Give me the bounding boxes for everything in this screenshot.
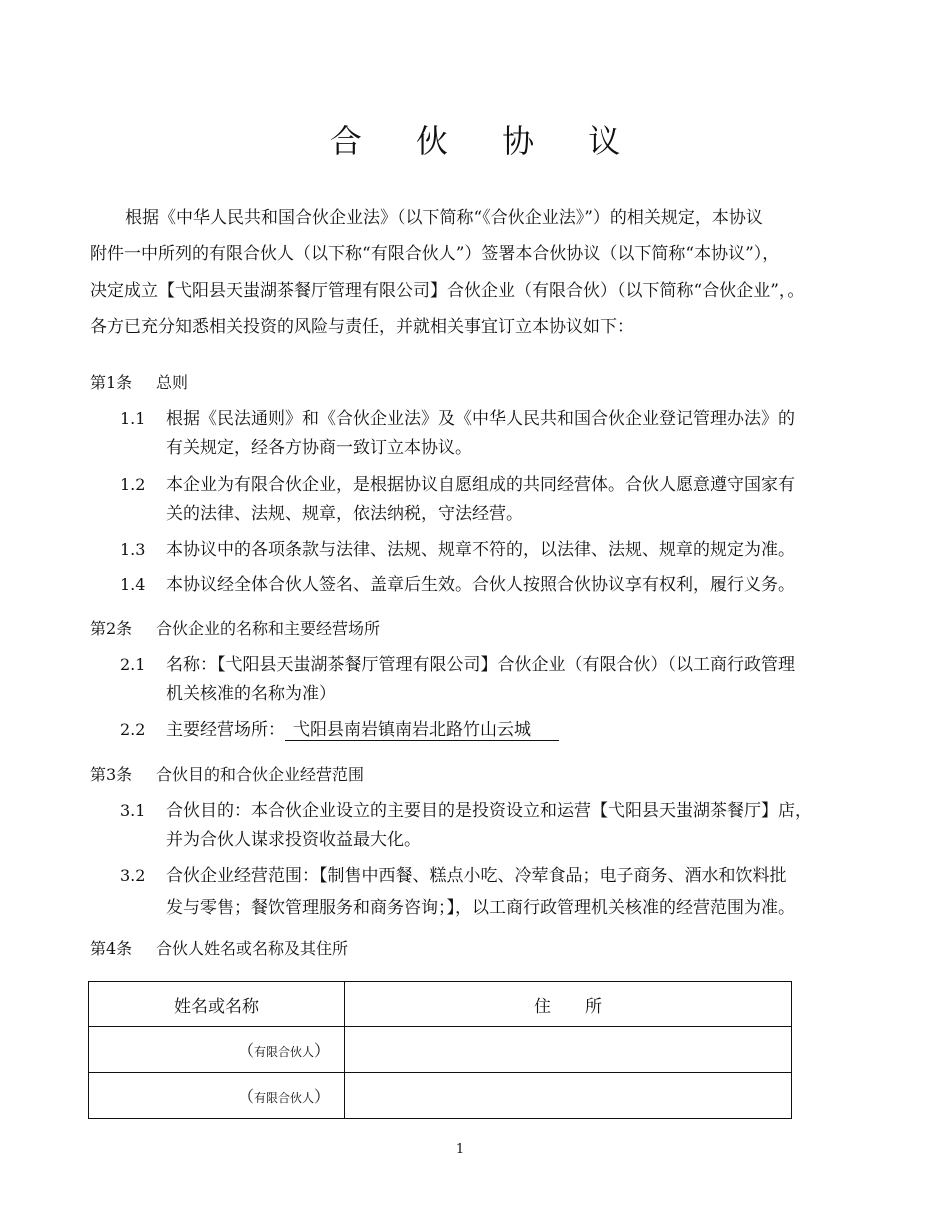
partner-type-cell: （有限合伙人） (89, 1027, 345, 1073)
clause-number: 1.3 (120, 540, 146, 559)
article-2-heading (90, 619, 380, 639)
clause-text: 本协议中的各项条款与法律、法规、规章不符的，以法律、法规、规章的规定为准。 (166, 540, 795, 560)
clause-number: 2.1 (120, 655, 146, 674)
intro-line-1: 根据《中华人民共和国合伙企业法》（以下简称“《合伙企业法》”）的相关规定，本协议 (125, 208, 763, 228)
clause-2-2 (120, 720, 865, 741)
clause-1-2 (120, 475, 865, 495)
clause-number: 1.4 (120, 575, 146, 594)
article-3-heading (90, 765, 364, 785)
clause-2-1-cont: 机关核准的名称为准） (166, 684, 336, 704)
article-title: 总则 (156, 373, 189, 392)
clause-text: 名称：【弋阳县天蚩湖茶餐厅管理有限公司】合伙企业（有限合伙）（以工商行政管理 (166, 655, 795, 675)
article-title: 合伙目的和合伙企业经营范围 (156, 765, 365, 784)
article-title: 合伙人姓名或名称及其住所 (156, 939, 349, 958)
clause-1-4 (120, 575, 865, 595)
clause-3-1 (120, 801, 865, 821)
clause-number: 3.2 (120, 866, 146, 885)
article-title: 合伙企业的名称和主要经营场所 (156, 619, 381, 638)
partner-type: 有限合伙人 (253, 1045, 314, 1059)
partner-type: 有限合伙人 (253, 1091, 314, 1105)
table-header-row (89, 982, 792, 1027)
article-number: 第4条 (90, 939, 133, 958)
clause-number: 2.2 (120, 720, 146, 739)
clause-text: 根据《民法通则》和《合伙企业法》及《中华人民共和国合伙企业登记管理办法》的 (166, 409, 795, 429)
intro-line-4: 各方已充分知悉相关投资的风险与责任，并就相关事宜订立本协议如下： (90, 317, 634, 337)
article-number: 第1条 (90, 373, 133, 392)
page-number: 1 (455, 1142, 465, 1157)
address-label: 主要经营场所： (166, 720, 285, 740)
clause-1-2-cont: 关的法律、法规、规章，依法纳税，守法经营。 (166, 504, 523, 524)
business-address-field: 弋阳县南岩镇南岩北路竹山云城 (285, 721, 559, 741)
header-address: 住 所 (345, 982, 792, 1027)
intro-line-3: 决定成立【弋阳县天蚩湖茶餐厅管理有限公司】合伙企业（有限合伙）（以下简称“合伙企业”，。 (90, 281, 805, 301)
article-number: 第3条 (90, 765, 133, 784)
clause-text: 本企业为有限合伙企业，是根据协议自愿组成的共同经营体。合伙人愿意遵守国家有 (166, 475, 795, 495)
partner-type-cell: （有限合伙人） (89, 1073, 345, 1119)
clause-number: 1.1 (120, 409, 146, 428)
article-4-heading (90, 939, 348, 959)
clause-3-1-cont: 并为合伙人谋求投资收益最大化。 (166, 830, 421, 850)
table-row (89, 1027, 792, 1073)
document-title: 合 伙 协 议 (329, 122, 643, 160)
table-row (89, 1073, 792, 1119)
partner-address-cell (345, 1073, 792, 1119)
article-number: 第2条 (90, 619, 133, 638)
clause-1-1 (120, 409, 865, 429)
clause-3-2-cont: 发与零售；餐饮管理服务和商务咨询；】，以工商行政管理机关核准的经营范围为准。 (166, 898, 795, 918)
partners-table (88, 981, 792, 1119)
clause-1-1-cont: 有关规定，经各方协商一致订立本协议。 (166, 438, 472, 458)
clause-2-1 (120, 655, 865, 675)
clause-3-2 (120, 866, 865, 886)
header-name: 姓名或名称 (89, 982, 345, 1027)
clause-text: 合伙目的：本合伙企业设立的主要目的是投资设立和运营【弋阳县天蚩湖茶餐厅】店， (166, 801, 812, 821)
clause-number: 3.1 (120, 801, 146, 820)
partner-address-cell (345, 1027, 792, 1073)
article-1-heading (90, 373, 188, 393)
intro-line-2: 附件一中所列的有限合伙人（以下称“有限合伙人”）签署本合伙协议（以下简称“本协议”）， (90, 244, 780, 264)
clause-1-3 (120, 540, 865, 560)
clause-number: 1.2 (120, 475, 146, 494)
clause-text: 本协议经全体合伙人签名、盖章后生效。合伙人按照合伙协议享有权利，履行义务。 (166, 575, 795, 595)
clause-text: 合伙企业经营范围：【制售中西餐、糕点小吃、冷荤食品；电子商务、酒水和饮料批 (166, 866, 787, 886)
